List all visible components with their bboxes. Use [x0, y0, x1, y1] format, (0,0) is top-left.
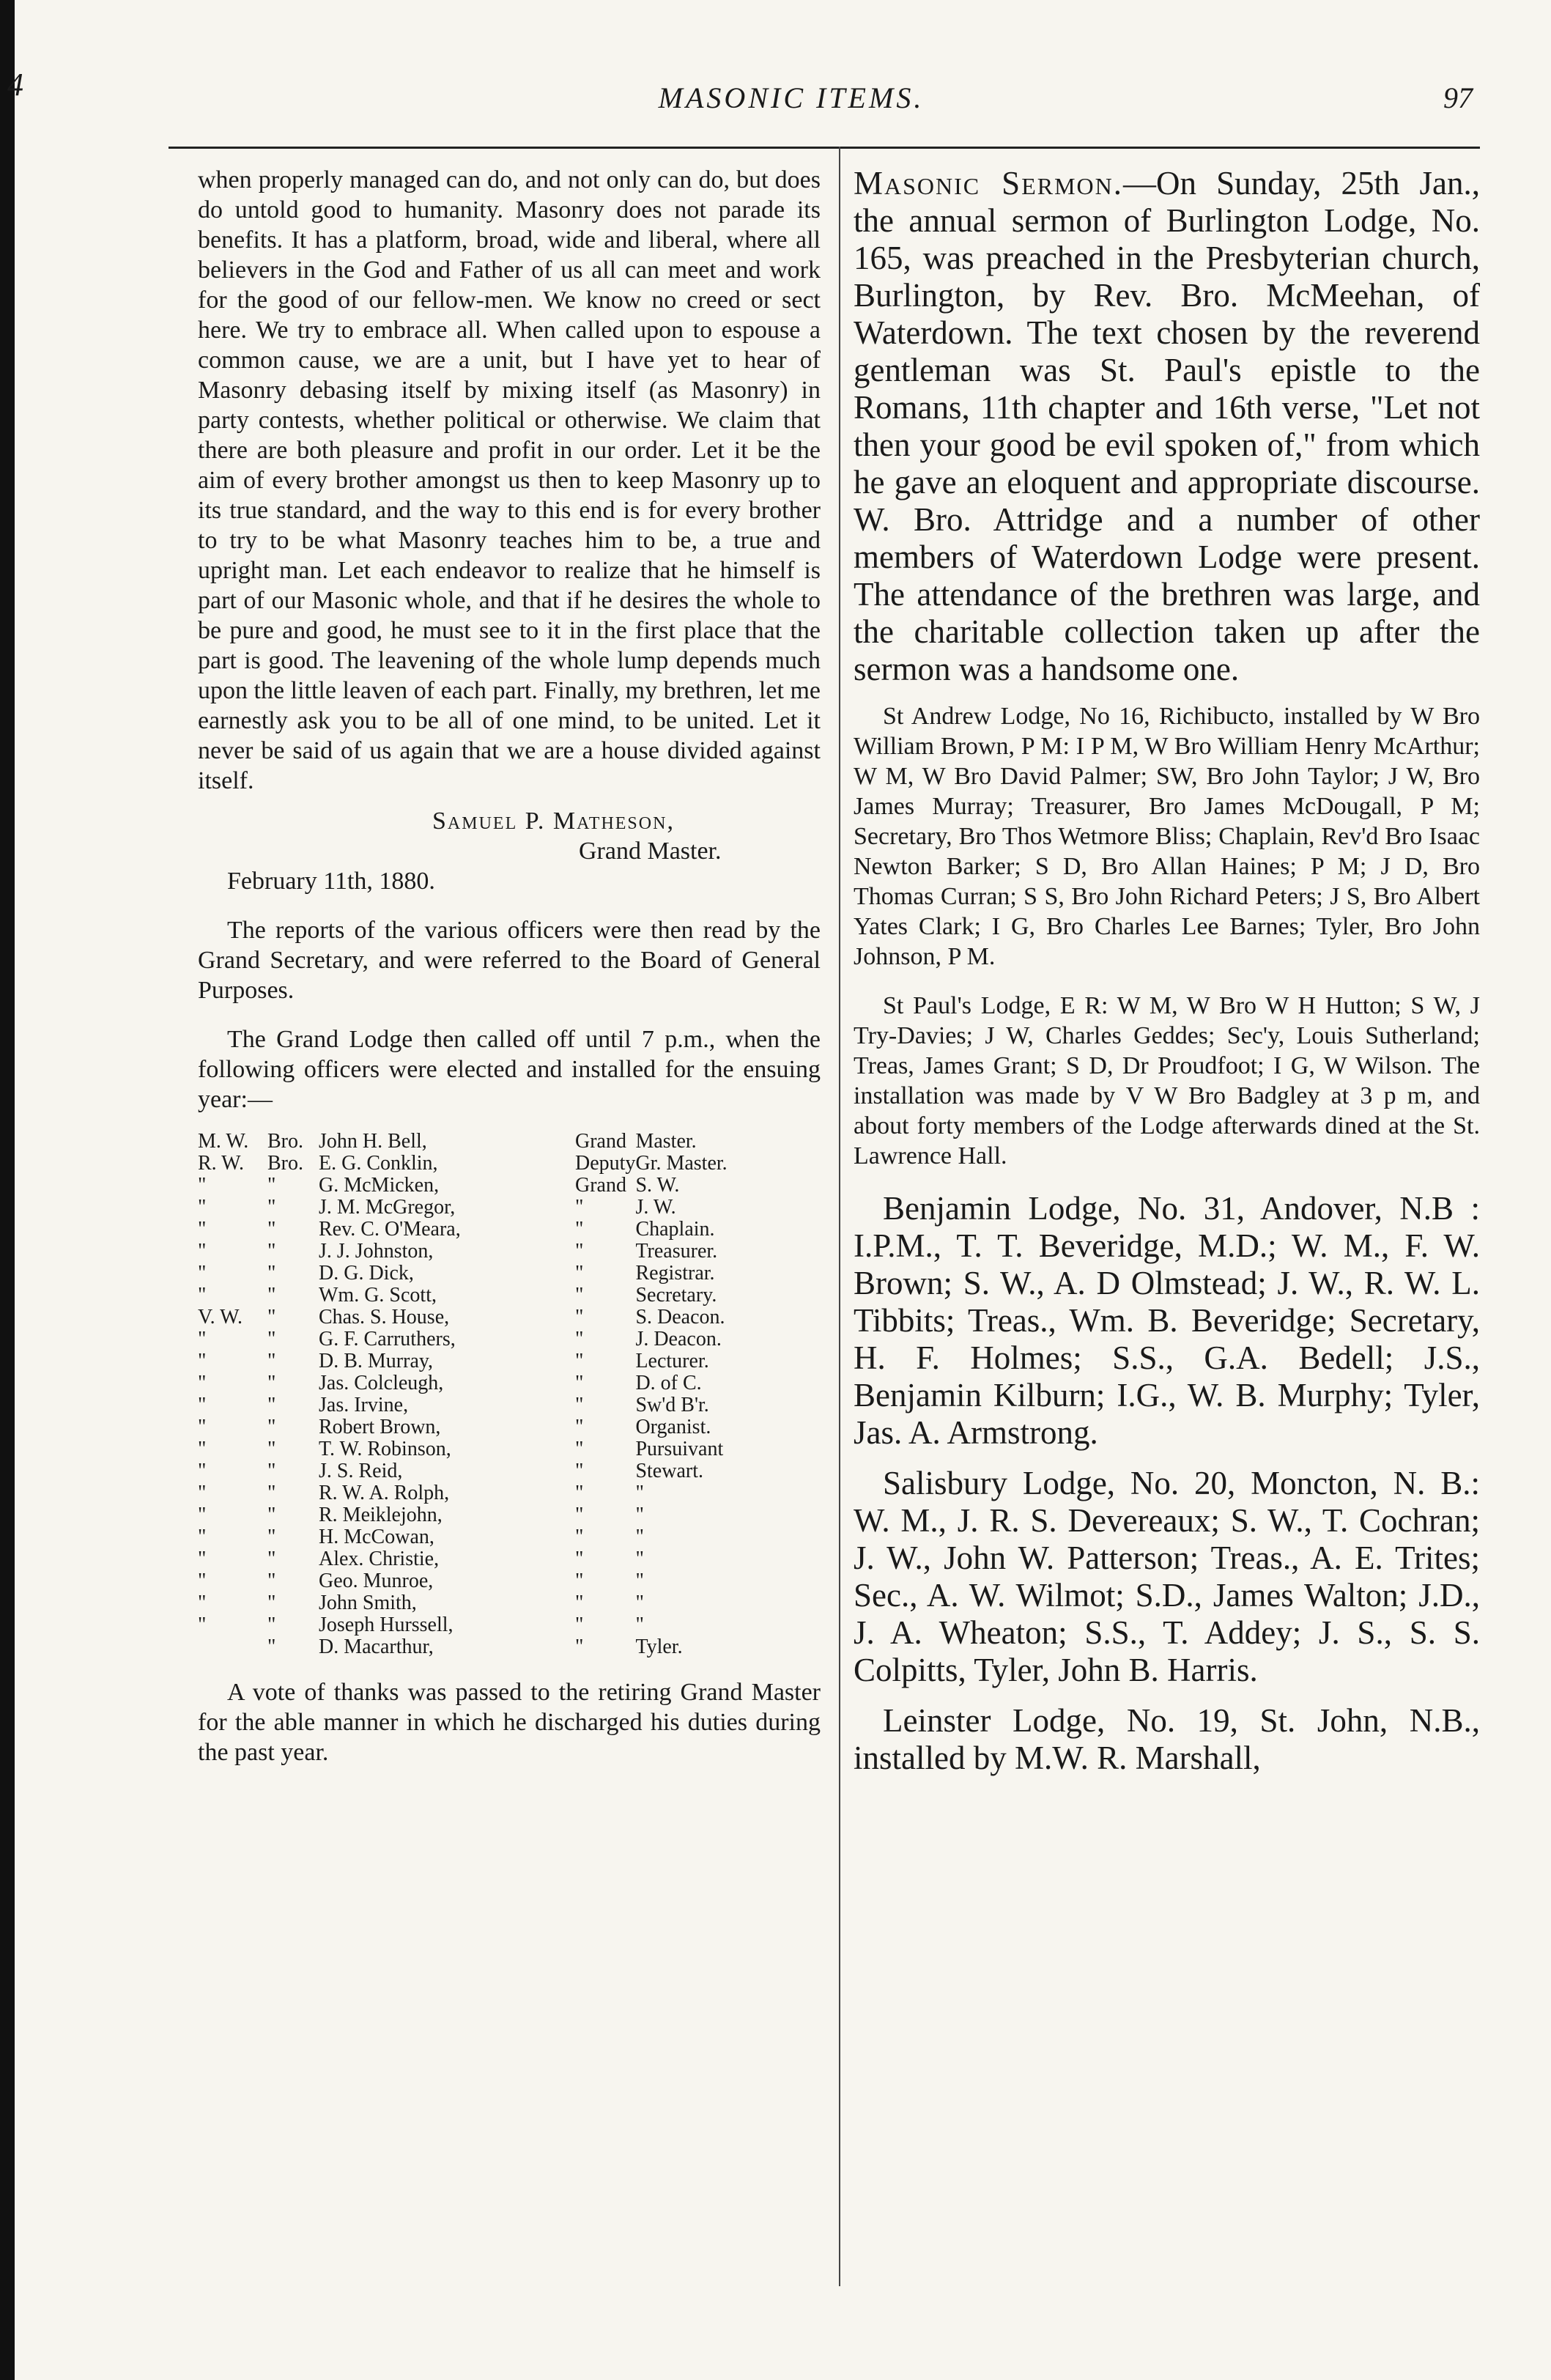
officer-rank: " [198, 1614, 207, 1636]
officer-office: Treasurer. [635, 1240, 718, 1263]
officer-office: Chaplain. [635, 1218, 715, 1241]
officer-title: " [575, 1284, 584, 1307]
officer-row [198, 1548, 821, 1570]
officer-office: Stewart. [635, 1460, 703, 1482]
officer-office: Sw'd B'r. [635, 1394, 709, 1416]
officer-row [198, 1482, 821, 1504]
officer-title: Grand [575, 1130, 626, 1153]
officer-row [198, 1263, 821, 1285]
officer-row [198, 1438, 821, 1460]
officer-rank: " [198, 1174, 207, 1197]
officer-office: Secretary. [635, 1284, 717, 1307]
officer-name: R. Meiklejohn, [319, 1504, 443, 1526]
address-date: February 11th, 1880. [227, 868, 435, 895]
officer-row [198, 1504, 821, 1526]
officer-bro: " [267, 1240, 276, 1263]
officer-title: " [575, 1262, 584, 1285]
officer-name: Geo. Munroe, [319, 1570, 434, 1592]
officer-name: Jas. Irvine, [319, 1394, 409, 1416]
officer-name: R. W. A. Rolph, [319, 1482, 450, 1504]
officer-office: Gr. Master. [635, 1152, 728, 1175]
page-binding-edge [0, 0, 15, 2380]
right-column [854, 165, 1480, 1777]
officer-row [198, 1460, 821, 1482]
officer-row [198, 1219, 821, 1241]
officer-office: Master. [635, 1130, 697, 1153]
officer-office: J. Deacon. [635, 1328, 722, 1350]
officer-row [198, 1570, 821, 1592]
officer-rank: " [198, 1262, 207, 1285]
officer-bro: " [267, 1460, 276, 1482]
officer-title: " [575, 1328, 584, 1350]
officer-office: Registrar. [635, 1262, 715, 1285]
officer-name: Jas. Colcleugh, [319, 1372, 444, 1394]
officer-title: " [575, 1350, 584, 1372]
benjamin-lodge-paragraph: Benjamin Lodge, No. 31, Andover, N.B : I.P.M., T. T. Beveridge, M.D.; W. M., F. W. Brown; S. W., A. D Olmstead; J. W., R. W. L. Tibbits; Treas., Wm. B. Beveridge; Secretary, H. F. Holmes; S.S., G.A. Bedell; J.S., Benjamin Kilburn; I.G., W. B. Murphy; Tyler, Jas. A. Armstrong. [854, 1190, 1480, 1451]
officer-row [198, 1592, 821, 1614]
officer-row [198, 1307, 821, 1328]
officer-rank: " [198, 1372, 207, 1394]
officer-bro: " [267, 1350, 276, 1372]
officer-title: " [575, 1438, 584, 1460]
sermon-heading: Masonic Sermon. [854, 165, 1124, 202]
signature-title: Grand Master. [579, 838, 722, 865]
officer-bro: " [267, 1174, 276, 1197]
officer-name: T. W. Robinson, [319, 1438, 451, 1460]
running-title: MASONIC ITEMS. [658, 81, 925, 114]
st-paul-lodge-paragraph: St Paul's Lodge, E R: W M, W Bro W H Hutton; S W, J Try-Davies; J W, Charles Geddes; Sec'y, Louis Sutherland; Treas, James Grant; S D, Dr Proudfoot; I G, W Wilson. The installation was made by V W Bro Badgley at 3 p m, and about forty members of the Lodge afterwards dined at the St. Lawrence Hall. [854, 992, 1480, 1169]
officer-title: " [575, 1372, 584, 1394]
officer-bro: " [267, 1548, 276, 1570]
officer-name: Chas. S. House, [319, 1306, 450, 1328]
officer-name: John H. Bell, [319, 1130, 427, 1153]
officer-name: Joseph Hurssell, [319, 1614, 454, 1636]
officer-office: Pursuivant [635, 1438, 724, 1460]
officer-office: J. W. [635, 1196, 676, 1219]
officer-bro: Bro. [267, 1130, 303, 1153]
officer-bro: " [267, 1504, 276, 1526]
officer-title: " [575, 1306, 584, 1328]
officer-row [198, 1350, 821, 1372]
officer-name: J. M. McGregor, [319, 1196, 456, 1219]
officer-row [198, 1394, 821, 1416]
officer-bro: " [267, 1570, 276, 1592]
officer-rank: R. W. [198, 1152, 245, 1175]
officer-name: G. F. Carruthers, [319, 1328, 456, 1350]
officer-bro: " [267, 1394, 276, 1416]
officer-rank: " [198, 1548, 207, 1570]
officer-rank [198, 1636, 267, 1658]
officer-name: D. G. Dick, [319, 1262, 414, 1285]
officer-bro: " [267, 1372, 276, 1394]
officer-rank: " [198, 1328, 207, 1350]
officer-row [198, 1416, 821, 1438]
officer-rank: " [198, 1504, 207, 1526]
officer-row [198, 1241, 821, 1263]
officer-rank: " [198, 1350, 207, 1372]
officer-rank: " [198, 1394, 207, 1416]
officer-rank: " [198, 1240, 207, 1263]
officer-office: " [635, 1526, 644, 1548]
officer-name: E. G. Conklin, [319, 1152, 438, 1175]
officer-office: Tyler. [635, 1636, 683, 1658]
officer-bro: " [267, 1284, 276, 1307]
officer-bro: " [267, 1636, 276, 1658]
officer-office: " [635, 1570, 644, 1592]
margin-mark: 4 [7, 67, 23, 103]
officer-title: " [575, 1570, 584, 1592]
signature-name: Samuel P. Matheson, [432, 808, 675, 835]
officers-table [198, 1131, 821, 1658]
officer-title: " [575, 1240, 584, 1263]
officer-name: G. McMicken, [319, 1174, 440, 1197]
officer-office: " [635, 1592, 644, 1614]
officer-name: J. J. Johnston, [319, 1240, 434, 1263]
officer-office: D. of C. [635, 1372, 702, 1394]
officer-title: " [575, 1592, 584, 1614]
officer-title: Deputy [575, 1152, 636, 1175]
officer-row [198, 1131, 821, 1153]
officer-title: Grand [575, 1174, 626, 1197]
officer-name: Robert Brown, [319, 1416, 441, 1438]
officer-name: J. S. Reid, [319, 1460, 403, 1482]
officer-row [198, 1328, 821, 1350]
officer-title: " [575, 1504, 584, 1526]
left-column [198, 165, 821, 1767]
officer-rank: " [198, 1284, 207, 1307]
officer-title: " [575, 1636, 584, 1658]
salisbury-lodge-paragraph: Salisbury Lodge, No. 20, Moncton, N. B.: W. M., J. R. S. Devereaux; S. W., T. Cochran; J. W., John W. Patterson; Treas., A. E. Trites; Sec., A. W. Wilmot; S.D., James Walton; J.D., J. A. Wheaton; S.S., T. Addey; J. S., S. S. Colpitts, Tyler, John B. Harris. [854, 1465, 1480, 1688]
officer-name: H. McCowan, [319, 1526, 434, 1548]
vote-of-thanks-paragraph: A vote of thanks was passed to the retiring Grand Master for the able manner in which he discharged his duties during the past year. [198, 1679, 821, 1766]
officer-title: " [575, 1460, 584, 1482]
officer-office: S. Deacon. [635, 1306, 725, 1328]
leinster-lodge-paragraph: Leinster Lodge, No. 19, St. John, N.B., installed by M.W. R. Marshall, [854, 1702, 1480, 1776]
officer-bro: " [267, 1306, 276, 1328]
officer-office: " [635, 1482, 644, 1504]
officer-bro: " [267, 1592, 276, 1614]
officers-intro-paragraph: The Grand Lodge then called off until 7 p.m., when the following officers were elected and installed for the ensuing year:— [198, 1026, 821, 1113]
officer-name: Rev. C. O'Meara, [319, 1218, 461, 1241]
officer-title: " [575, 1526, 584, 1548]
officer-row [198, 1636, 821, 1658]
officer-rank: " [198, 1592, 207, 1614]
address-continuation: when properly managed can do, and not only can do, but does do untold good to humanity. Masonry does not parade its benefits. It has a platform, broad, wide and liberal, where all believers in the God and Father of us all can meet and work for the good of our fellow-men. We know no creed or sect here. We try to embrace all. When called upon to espouse a common cause, we are a unit, but I have yet to hear of Masonry debasing itself by mixing itself (as Masonry) in party contests, whether political or otherwise. We claim that there are both pleasure and profit in our order. Let it be the aim of every brother amongst us then to keep Masonry up to its true standard, and the way to this end is for every brother to try to be what Masonry teaches him to be, a true and upright man. Let each endeavor to realize that he himself is part of our Masonic whole, and that if he desires the whole to be pure and good, he must see to it in the first place that the part is good. The leavening of the whole lump depends much upon the little leaven of each part. Finally, my brethren, let me earnestly ask you to be all of one mind, to be united. Let it never be said of us again that we are a house divided against itself. [198, 166, 821, 794]
officer-rank: " [198, 1196, 207, 1219]
st-andrew-lodge-paragraph: St Andrew Lodge, No 16, Richibucto, installed by W Bro William Brown, P M: I P M, W Bro William Henry McArthur; W M, W Bro David Palmer; SW, Bro John Taylor; J W, Bro James Murray; Treasurer, Bro James McDougall, P M; Secretary, Bro Thos Wetmore Bliss; Chaplain, Rev'd Bro Isaac Newton Barker; S D, Bro Allan Haines; P M; J D, Bro Thomas Curran; S S, Bro John Richard Peters; J S, Bro Albert Yates Clark; I G, Bro Charles Lee Barnes; Tyler, Bro John Johnson, P M. [854, 703, 1480, 970]
officer-rank: V. W. [198, 1306, 243, 1328]
officer-bro: " [267, 1328, 276, 1350]
officer-title: " [575, 1218, 584, 1241]
column-divider [839, 147, 840, 2286]
officer-rank: M. W. [198, 1130, 249, 1153]
officer-name: Alex. Christie, [319, 1548, 440, 1570]
officer-office: " [635, 1504, 644, 1526]
officer-office: Organist. [635, 1416, 711, 1438]
officer-row [198, 1526, 821, 1548]
reports-paragraph: The reports of the various officers were then read by the Grand Secretary, and were referred to the Board of General Purposes. [198, 917, 821, 1004]
officer-bro: " [267, 1416, 276, 1438]
officer-office: S. W. [635, 1174, 680, 1197]
officer-rank: " [198, 1526, 207, 1548]
officer-row [198, 1197, 821, 1219]
page-header [7, 67, 1487, 139]
officer-rank: " [198, 1460, 207, 1482]
officer-title: " [575, 1548, 584, 1570]
officer-name: D. Macarthur, [319, 1636, 434, 1658]
officer-title: " [575, 1394, 584, 1416]
officer-title: " [575, 1614, 584, 1636]
officer-name: D. B. Murray, [319, 1350, 434, 1372]
officer-bro: " [267, 1526, 276, 1548]
officer-title: " [575, 1416, 584, 1438]
officer-rank: " [198, 1438, 207, 1460]
officer-bro: " [267, 1196, 276, 1219]
officer-office: " [635, 1548, 644, 1570]
officer-row [198, 1372, 821, 1394]
officer-bro: " [267, 1218, 276, 1241]
officer-row [198, 1175, 821, 1197]
officer-rank: " [198, 1482, 207, 1504]
officer-bro: " [267, 1614, 276, 1636]
officer-name: Wm. G. Scott, [319, 1284, 437, 1307]
officer-rank: " [198, 1416, 207, 1438]
officer-office: Lecturer. [635, 1350, 709, 1372]
officer-title: " [575, 1196, 584, 1219]
officer-bro: " [267, 1438, 276, 1460]
officer-row [198, 1285, 821, 1307]
sermon-paragraph [854, 165, 1480, 688]
officer-name: John Smith, [319, 1592, 417, 1614]
officer-row [198, 1153, 821, 1175]
header-rule [169, 147, 1480, 149]
officer-bro: " [267, 1262, 276, 1285]
page-number: 97 [1443, 81, 1473, 114]
officer-title: " [575, 1482, 584, 1504]
officer-bro: " [267, 1482, 276, 1504]
officer-bro: Bro. [267, 1152, 303, 1175]
officer-rank: " [198, 1570, 207, 1592]
officer-office: " [635, 1614, 644, 1636]
officer-rank: " [198, 1218, 207, 1241]
officer-row [198, 1614, 821, 1636]
sermon-text: —On Sunday, 25th Jan., the annual sermon of Burlington Lodge, No. 165, was preached in the Presbyterian church, Burlington, by Rev. Bro. McMeehan, of Waterdown. The text chosen by the reverend gentleman was St. Paul's epistle to the Romans, 11th chapter and 16th verse, "Let not then your good be evil spoken of," from which he gave an eloquent and appropriate discourse. W. Bro. Attridge and a number of other members of Waterdown Lodge were present. The attendance of the brethren was large, and the charitable collection taken up after the sermon was a handsome one. [854, 165, 1480, 687]
